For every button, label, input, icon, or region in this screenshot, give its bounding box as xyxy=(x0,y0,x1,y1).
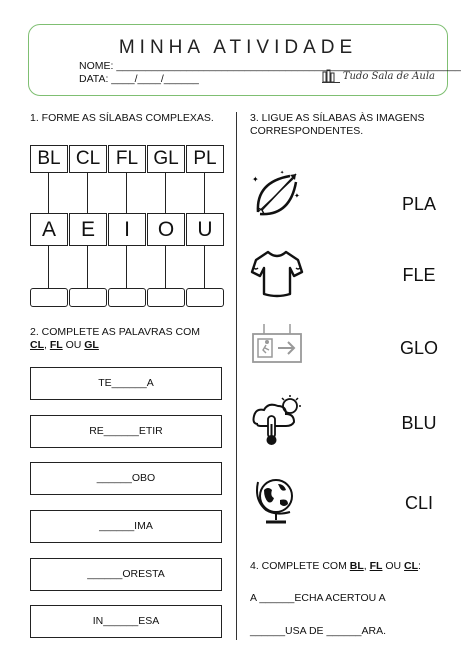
word-box-5[interactable]: ______ORESTA xyxy=(30,558,222,591)
cluster-bl: BL xyxy=(349,560,364,572)
brand-logo xyxy=(322,69,435,83)
books-icon xyxy=(322,69,340,83)
vowel-box-a: A xyxy=(30,213,68,246)
cluster-box-cl: CL xyxy=(69,145,107,173)
question-3: 3. LIGUE AS SÍLABAS ÀS IMAGENS CORRESPONDENTES. xyxy=(250,112,425,137)
vowel-box-o: O xyxy=(147,213,185,246)
question-4-text: 4. COMPLETE COM xyxy=(250,560,347,572)
question-4: 4. COMPLETE COM BL, FL OU CL: xyxy=(250,560,421,572)
svg-text:✦: ✦ xyxy=(252,175,259,184)
answer-box[interactable] xyxy=(69,288,107,307)
word-box-1[interactable]: TE______A xyxy=(30,367,222,400)
comma: , xyxy=(44,339,47,351)
syllable-blu: BLU xyxy=(401,413,437,433)
answer-box[interactable] xyxy=(30,288,68,307)
cluster-cl: CL xyxy=(30,339,44,351)
bow-and-arrow-icon xyxy=(250,168,304,222)
or-word: OU xyxy=(385,560,402,572)
cluster-gl: GL xyxy=(84,339,99,351)
vowel-box-e: E xyxy=(69,213,107,246)
answer-box[interactable] xyxy=(186,288,224,307)
word-box-6[interactable]: IN______ESA xyxy=(30,605,222,638)
answer-box[interactable] xyxy=(147,288,185,307)
svg-text:✦: ✦ xyxy=(280,170,285,176)
word-box-2[interactable]: RE______ETIR xyxy=(30,415,222,448)
vowel-box-i: I xyxy=(108,213,146,246)
globe-icon xyxy=(250,472,304,526)
name-field[interactable]: NOME: ___________________________________________________________ xyxy=(79,60,461,72)
sentence-line-2[interactable]: ______USA DE ______ARA. xyxy=(250,625,387,637)
date-field[interactable]: DATA: ____/____/______ xyxy=(79,73,199,85)
or-word: OU xyxy=(65,339,82,351)
cluster-box-bl: BL xyxy=(30,145,68,173)
cluster-box-pl: PL xyxy=(186,145,224,173)
cluster-box-gl: GL xyxy=(147,145,185,173)
question-1: 1. FORME AS SÍLABAS COMPLEXAS. xyxy=(30,112,214,124)
svg-text:✦: ✦ xyxy=(294,192,300,200)
syllable-pla: PLA xyxy=(401,194,437,214)
question-2-text: 2. COMPLETE AS PALAVRAS COM xyxy=(30,326,200,338)
cluster-cl: CL xyxy=(404,560,419,572)
cluster-fl: FL xyxy=(49,339,63,351)
vowel-box-u: U xyxy=(186,213,224,246)
weather-thermometer-icon xyxy=(250,394,304,448)
logo-text: Tudo Sala de Aula xyxy=(342,70,435,82)
cluster-fl: FL xyxy=(369,560,383,572)
sentence-line-1[interactable]: A ______ECHA ACERTOU A xyxy=(250,592,386,604)
page-title: MINHA ATIVIDADE xyxy=(118,37,358,58)
syllable-glo: GLO xyxy=(399,338,438,358)
question-2 xyxy=(30,326,226,352)
exit-sign-icon xyxy=(250,320,304,374)
blouse-icon xyxy=(250,246,304,300)
syllable-fle: FLE xyxy=(402,265,436,285)
column-divider xyxy=(236,112,237,640)
cluster-box-fl: FL xyxy=(108,145,146,173)
answer-box[interactable] xyxy=(108,288,146,307)
word-box-3[interactable]: ______OBO xyxy=(30,462,222,495)
syllable-cli: CLI xyxy=(404,493,433,513)
header-box xyxy=(28,24,461,96)
word-box-4[interactable]: ______IMA xyxy=(30,510,222,543)
